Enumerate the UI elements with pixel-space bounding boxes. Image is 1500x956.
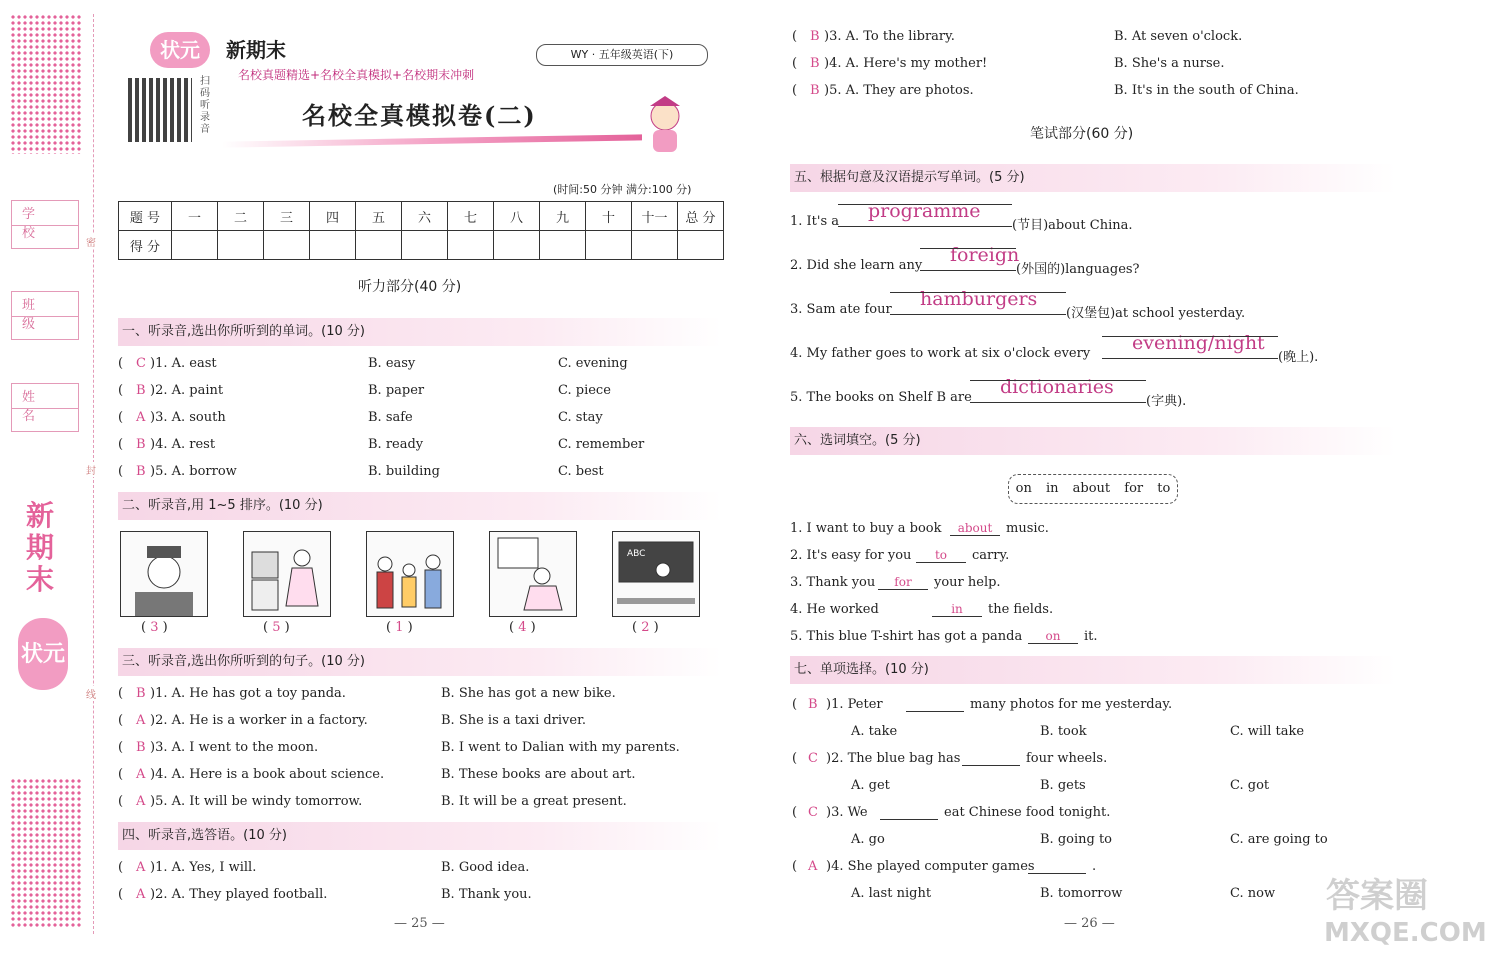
score-header-cell: 七 bbox=[448, 202, 494, 231]
option-c: C. are going to bbox=[1230, 832, 1328, 847]
answer-letter: B bbox=[136, 383, 146, 398]
paren-open: ( bbox=[118, 464, 124, 479]
watermark-logo: 答案圈 bbox=[1326, 876, 1428, 916]
option-c: C. will take bbox=[1230, 724, 1305, 739]
brand-logo-side: 状元 bbox=[18, 618, 68, 690]
score-header-cell: 五 bbox=[356, 202, 402, 231]
fill-sentence-post: music. bbox=[1006, 521, 1049, 536]
fill-sentence-pre: 3. Thank you bbox=[790, 575, 876, 590]
option-a: )2. A. They played football. bbox=[150, 887, 328, 902]
score-cell[interactable] bbox=[632, 231, 678, 260]
bind-mark-2: 封 bbox=[86, 462, 96, 477]
option-a: )4. A. Here's my mother! bbox=[824, 56, 988, 71]
score-cell[interactable] bbox=[540, 231, 586, 260]
option-b: B. She is a taxi driver. bbox=[441, 713, 587, 728]
option-a: A. go bbox=[851, 832, 885, 847]
question-stem-end: four wheels. bbox=[1026, 751, 1108, 766]
fill-sentence-post: (晚上). bbox=[1278, 350, 1319, 365]
paren-open: ( bbox=[118, 887, 124, 902]
score-header-cell: 九 bbox=[540, 202, 586, 231]
fill-sentence-pre: 4. My father goes to work at six o'clock every bbox=[790, 346, 1091, 361]
option-b: B. paper bbox=[368, 383, 425, 398]
option-a: )1. A. Yes, I will. bbox=[150, 860, 257, 875]
option-b: B. safe bbox=[368, 410, 413, 425]
order-number: 2 bbox=[641, 620, 650, 635]
question-stem-end: many photos for me yesterday. bbox=[970, 697, 1173, 712]
fill-line-top bbox=[838, 204, 1012, 205]
option-b: B. easy bbox=[368, 356, 416, 371]
listening-title: 听力部分(40 分) bbox=[358, 279, 462, 295]
name-field bbox=[11, 383, 79, 432]
option-a: )5. A. borrow bbox=[150, 464, 237, 479]
bind-mark-3: 线 bbox=[86, 686, 96, 701]
option-a: )2. A. paint bbox=[150, 383, 224, 398]
answer-letter: B bbox=[136, 437, 146, 452]
class-field bbox=[11, 291, 79, 340]
blank-answer: for bbox=[878, 575, 928, 590]
blank-answer: to bbox=[916, 548, 966, 563]
vertical-brand: 新期末 bbox=[26, 499, 55, 596]
watermark-url: MXQE.COM bbox=[1324, 918, 1487, 948]
blank-answer: on bbox=[1028, 629, 1078, 644]
order-answer: ( 2 ) bbox=[632, 620, 659, 635]
sec7-title: 七、单项选择。(10 分) bbox=[790, 656, 1396, 684]
option-a: )5. A. They are photos. bbox=[824, 83, 974, 98]
fill-sentence-post: it. bbox=[1084, 629, 1098, 644]
question-blank bbox=[880, 819, 938, 820]
score-table bbox=[118, 201, 724, 260]
answer-letter: A bbox=[808, 859, 818, 874]
fill-sentence-pre: 1. It's a bbox=[790, 214, 840, 229]
question-stem: )2. The blue bag has bbox=[826, 751, 961, 766]
option-b: B. It's in the south of China. bbox=[1114, 83, 1299, 98]
order-answer: ( 1 ) bbox=[386, 620, 413, 635]
fill-line-bottom bbox=[838, 226, 1012, 227]
sec6-title: 六、选词填空。(5 分) bbox=[790, 427, 1396, 455]
fill-sentence-pre: 3. Sam ate four bbox=[790, 302, 892, 317]
score-cell[interactable] bbox=[494, 231, 540, 260]
scan-text: 扫码听录音 bbox=[200, 76, 210, 135]
question-blank bbox=[1028, 873, 1086, 874]
fill-line-bottom bbox=[1102, 358, 1278, 359]
option-b: B. tomorrow bbox=[1040, 886, 1123, 901]
answer-letter: A bbox=[136, 713, 146, 728]
score-cell[interactable] bbox=[586, 231, 632, 260]
fill-sentence-pre: 2. It's easy for you bbox=[790, 548, 912, 563]
answer-letter: C bbox=[808, 805, 818, 820]
score-header-cell: 六 bbox=[402, 202, 448, 231]
answer-letter: B bbox=[808, 697, 818, 712]
brand-title: 新期末 bbox=[226, 38, 286, 62]
option-b: B. building bbox=[368, 464, 441, 479]
fill-sentence-pre: 5. The books on Shelf B are bbox=[790, 390, 972, 405]
score-header-cell: 八 bbox=[494, 202, 540, 231]
fill-line-bottom bbox=[970, 402, 1146, 403]
mascot-icon bbox=[640, 94, 690, 156]
order-answer: ( 3 ) bbox=[141, 620, 168, 635]
option-b: B. Thank you. bbox=[441, 887, 532, 902]
paren-open: ( bbox=[118, 767, 124, 782]
option-c: C. remember bbox=[558, 437, 645, 452]
sidebar-dot-pattern-bottom bbox=[10, 778, 82, 928]
score-cell[interactable] bbox=[678, 231, 724, 260]
fill-line-top bbox=[920, 248, 1016, 249]
paren-open: ( bbox=[792, 29, 798, 44]
score-cell[interactable] bbox=[310, 231, 356, 260]
option-b: B. These books are about art. bbox=[441, 767, 636, 782]
score-cell[interactable] bbox=[356, 231, 402, 260]
answer-letter: B bbox=[810, 56, 820, 71]
option-a: )3. A. To the library. bbox=[824, 29, 955, 44]
order-number: 1 bbox=[395, 620, 404, 635]
question-stem: )1. Peter bbox=[826, 697, 883, 712]
score-row-label: 得 分 bbox=[119, 231, 172, 260]
board-text: ABC bbox=[627, 549, 646, 559]
answer-letter: A bbox=[136, 794, 146, 809]
page-number-right: — 26 — bbox=[1064, 916, 1115, 931]
fill-answer: foreign bbox=[950, 244, 1020, 266]
paren-open: ( bbox=[118, 860, 124, 875]
page-title: 名校全真模拟卷(二) bbox=[302, 101, 537, 130]
fill-line-top bbox=[890, 292, 1066, 293]
sec3-title: 三、听录音,选出你所听到的句子。(10 分) bbox=[118, 648, 722, 676]
option-b: B. gets bbox=[1040, 778, 1086, 793]
question-stem: )3. We bbox=[826, 805, 868, 820]
school-field bbox=[11, 200, 79, 249]
fill-line-bottom bbox=[890, 314, 1066, 315]
option-a: )3. A. south bbox=[150, 410, 226, 425]
fill-sentence-pre: 4. He worked bbox=[790, 602, 879, 617]
paren-open: ( bbox=[118, 410, 124, 425]
score-cell[interactable] bbox=[218, 231, 264, 260]
brand-logo: 状元 bbox=[150, 32, 210, 68]
answer-letter: B bbox=[136, 686, 146, 701]
score-header-cell: 一 bbox=[172, 202, 218, 231]
option-a: )5. A. It will be windy tomorrow. bbox=[150, 794, 363, 809]
option-b: B. At seven o'clock. bbox=[1114, 29, 1243, 44]
paren-open: ( bbox=[118, 713, 124, 728]
blank-answer: in bbox=[932, 602, 982, 617]
sec5-title: 五、根据句意及汉语提示写单词。(5 分) bbox=[790, 164, 1396, 192]
answer-letter: B bbox=[810, 83, 820, 98]
qr-code-icon[interactable] bbox=[128, 78, 192, 142]
order-answer: ( 5 ) bbox=[263, 620, 290, 635]
fill-answer: hamburgers bbox=[920, 288, 1038, 310]
answer-letter: C bbox=[808, 751, 818, 766]
paren-open: ( bbox=[792, 697, 798, 712]
school-label: 学 校 bbox=[12, 201, 78, 226]
bind-mark-1: 密 bbox=[86, 234, 96, 249]
answer-letter: C bbox=[136, 356, 146, 371]
answer-letter: A bbox=[136, 887, 146, 902]
option-a: )4. A. Here is a book about science. bbox=[150, 767, 385, 782]
picture-teacher-board bbox=[612, 531, 700, 617]
fill-sentence-post: (外国的)languages? bbox=[1016, 262, 1140, 277]
fill-sentence-pre: 1. I want to buy a book bbox=[790, 521, 942, 536]
picture-girl-tv bbox=[243, 531, 331, 617]
fill-answer: dictionaries bbox=[1000, 376, 1114, 398]
fill-answer: programme bbox=[868, 200, 981, 222]
paren-open: ( bbox=[118, 356, 124, 371]
paren-open: ( bbox=[792, 83, 798, 98]
option-b: B. going to bbox=[1040, 832, 1113, 847]
paren-open: ( bbox=[118, 383, 124, 398]
score-cell[interactable] bbox=[264, 231, 310, 260]
option-a: A. get bbox=[851, 778, 890, 793]
option-c: C. best bbox=[558, 464, 604, 479]
paren-open: ( bbox=[118, 740, 124, 755]
order-number: 4 bbox=[518, 620, 527, 635]
grade-badge: WY · 五年级英语(下) bbox=[536, 44, 708, 66]
sec2-title: 二、听录音,用 1~5 排序。(10 分) bbox=[118, 492, 722, 520]
fill-sentence-post: your help. bbox=[934, 575, 1001, 590]
question-blank bbox=[962, 765, 1020, 766]
order-number: 3 bbox=[150, 620, 159, 635]
title-underline bbox=[222, 134, 642, 147]
paren-open: ( bbox=[118, 437, 124, 452]
option-b: B. ready bbox=[368, 437, 424, 452]
option-c: C. piece bbox=[558, 383, 611, 398]
option-b: B. took bbox=[1040, 724, 1087, 739]
score-header-cell: 总 分 bbox=[678, 202, 724, 231]
option-b: B. She's a nurse. bbox=[1114, 56, 1225, 71]
sec1-title: 一、听录音,选出你所听到的单词。(10 分) bbox=[118, 318, 722, 346]
fill-sentence-pre: 2. Did she learn any bbox=[790, 258, 923, 273]
option-c: C. evening bbox=[558, 356, 628, 371]
picture-girl-window bbox=[489, 531, 577, 617]
fill-answer: evening/night bbox=[1132, 332, 1265, 354]
picture-family bbox=[366, 531, 454, 617]
order-answer: ( 4 ) bbox=[509, 620, 536, 635]
paren-open: ( bbox=[792, 751, 798, 766]
paren-open: ( bbox=[118, 686, 124, 701]
written-title: 笔试部分(60 分) bbox=[1030, 126, 1134, 142]
fill-line-top bbox=[1102, 336, 1278, 337]
picture-policeman bbox=[120, 531, 208, 617]
option-a: )3. A. I went to the moon. bbox=[150, 740, 319, 755]
slogan: 名校真题精选+名校全真模拟+名校期末冲刺 bbox=[238, 68, 475, 82]
order-number: 5 bbox=[272, 620, 281, 635]
question-stem-end: eat Chinese food tonight. bbox=[944, 805, 1111, 820]
answer-letter: B bbox=[810, 29, 820, 44]
option-c: C. got bbox=[1230, 778, 1270, 793]
name-label: 姓 名 bbox=[12, 384, 78, 409]
question-blank bbox=[906, 711, 964, 712]
time-info: (时间:50 分钟 满分:100 分) bbox=[553, 183, 692, 196]
option-a: )2. A. He is a worker in a factory. bbox=[150, 713, 368, 728]
option-a: A. take bbox=[851, 724, 898, 739]
sec4-title: 四、听录音,选答语。(10 分) bbox=[118, 822, 722, 850]
score-cell[interactable] bbox=[172, 231, 218, 260]
fill-sentence-post: (字典). bbox=[1146, 394, 1187, 409]
answer-letter: A bbox=[136, 767, 146, 782]
paren-open: ( bbox=[792, 56, 798, 71]
score-header-cell: 三 bbox=[264, 202, 310, 231]
option-b: B. She has got a new bike. bbox=[441, 686, 616, 701]
answer-letter: B bbox=[136, 464, 146, 479]
score-cell[interactable] bbox=[448, 231, 494, 260]
fill-sentence-post: carry. bbox=[972, 548, 1010, 563]
fill-sentence-pre: 5. This blue T-shirt has got a panda bbox=[790, 629, 1023, 644]
option-a: )1. A. east bbox=[150, 356, 217, 371]
sidebar-dot-pattern-top bbox=[10, 14, 82, 154]
score-header-cell: 二 bbox=[218, 202, 264, 231]
paren-open: ( bbox=[792, 805, 798, 820]
option-c: C. stay bbox=[558, 410, 603, 425]
question-stem-end: . bbox=[1092, 859, 1097, 874]
score-header-cell: 题 号 bbox=[119, 202, 172, 231]
paren-open: ( bbox=[792, 859, 798, 874]
score-cell[interactable] bbox=[402, 231, 448, 260]
option-b: B. Good idea. bbox=[441, 860, 530, 875]
option-b: B. It will be a great present. bbox=[441, 794, 627, 809]
score-header-cell: 十 bbox=[586, 202, 632, 231]
fill-sentence-post: (汉堡包)at school yesterday. bbox=[1066, 306, 1246, 321]
score-header-cell: 四 bbox=[310, 202, 356, 231]
fill-sentence-post: (节目)about China. bbox=[1012, 218, 1133, 233]
fill-line-bottom bbox=[920, 270, 1016, 271]
option-c: C. now bbox=[1230, 886, 1276, 901]
paren-open: ( bbox=[118, 794, 124, 809]
option-a: A. last night bbox=[851, 886, 932, 901]
answer-letter: A bbox=[136, 410, 146, 425]
word-box: on in about for to bbox=[1008, 474, 1178, 504]
option-a: )1. A. He has got a toy panda. bbox=[150, 686, 346, 701]
score-header-cell: 十一 bbox=[632, 202, 678, 231]
option-a: )4. A. rest bbox=[150, 437, 216, 452]
page-number-left: — 25 — bbox=[394, 916, 445, 931]
answer-letter: B bbox=[136, 740, 146, 755]
question-stem: )4. She played computer games bbox=[826, 859, 1035, 874]
option-b: B. I went to Dalian with my parents. bbox=[441, 740, 680, 755]
blank-answer: about bbox=[950, 521, 1000, 536]
fill-line-top bbox=[970, 380, 1146, 381]
class-label: 班 级 bbox=[12, 292, 78, 317]
fill-sentence-post: the fields. bbox=[988, 602, 1054, 617]
answer-letter: A bbox=[136, 860, 146, 875]
